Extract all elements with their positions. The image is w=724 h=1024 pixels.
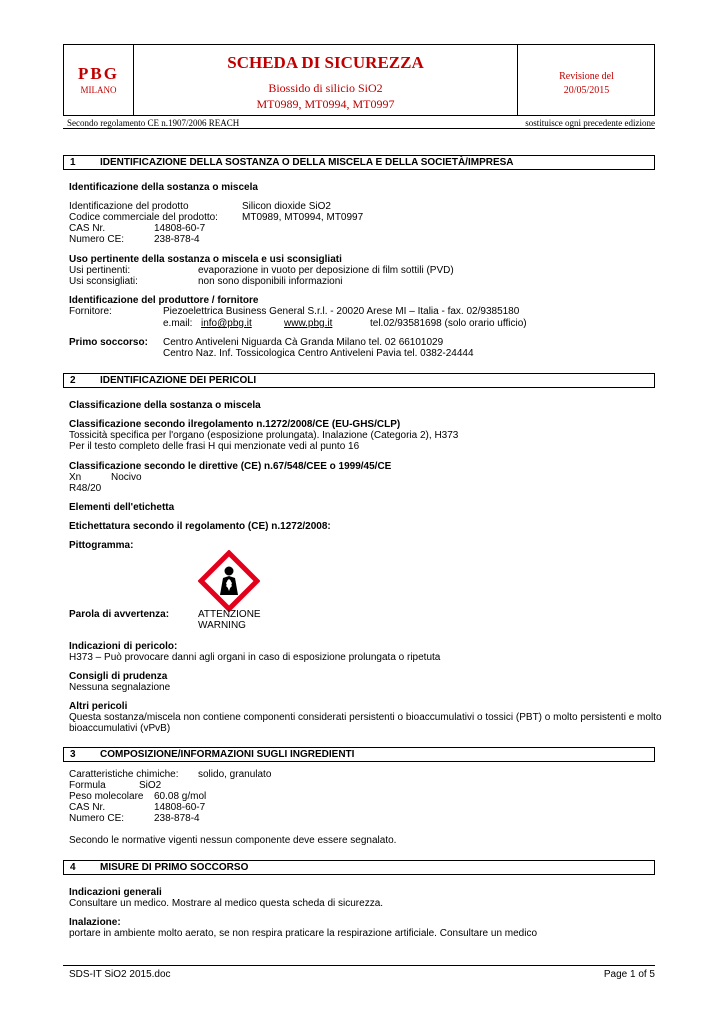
field-label: Parola di avvertenza: — [69, 609, 170, 620]
paragraph: Per il testo completo delle frasi H qui menzionate vedi al punto 16 — [69, 441, 360, 452]
subheading: Consigli di prudenza — [69, 671, 168, 682]
subheading: Pittogramma: — [69, 540, 134, 551]
signal-word: ATTENZIONE — [198, 609, 261, 620]
field-value: Centro Antiveleni Niguarda Cà Granda Milano tel. 02 66101029 — [163, 337, 444, 348]
paragraph: portare in ambiente molto aerato, se non respira praticare la respirazione artificiale. Consultare un medico — [69, 928, 538, 939]
field-label: Codice commerciale del prodotto: — [69, 212, 218, 223]
field-label: Fornitore: — [69, 306, 112, 317]
field-value: SiO2 — [139, 780, 162, 791]
footer-rule — [63, 965, 655, 966]
phone-number: tel.02/93581698 (solo orario ufficio) — [370, 318, 527, 329]
subheading: Identificazione della sostanza o miscela — [69, 182, 258, 193]
document-title: SCHEDA DI SICUREZZA — [227, 53, 424, 72]
subheading: Indicazioni di pericolo: — [69, 641, 178, 652]
section-number: 3 — [70, 749, 76, 760]
field-value: 14808-60-7 — [154, 802, 206, 813]
field-value: Centro Naz. Inf. Tossicologica Centro Antiveleni Pavia tel. 0382-24444 — [163, 348, 474, 359]
subheading: Classificazione della sostanza o miscela — [69, 400, 261, 411]
section-number: 2 — [70, 375, 76, 386]
field-value: MT0989, MT0994, MT0997 — [242, 212, 364, 223]
field-value: Silicon dioxide SiO2 — [242, 201, 331, 212]
field-label: CAS Nr. — [69, 802, 106, 813]
subheading: Etichettatura secondo il regolamento (CE) n.1272/2008: — [69, 521, 331, 532]
health-hazard-pictogram-icon — [198, 550, 260, 612]
company-city: MILANO — [80, 85, 117, 95]
field-label: Primo soccorso: — [69, 337, 148, 348]
field-value: solido, granulato — [198, 769, 272, 780]
field-value: evaporazione in vuoto per deposizione di film sottili (PVD) — [198, 265, 454, 276]
subheading: Indicazioni generali — [69, 887, 162, 898]
revision-label: Revisione del — [559, 71, 614, 82]
field-label: Formula — [69, 780, 106, 791]
paragraph: bioaccumulativi (vPvB) — [69, 723, 171, 734]
subheading: Inalazione: — [69, 917, 121, 928]
field-label: Peso molecolare — [69, 791, 144, 802]
section-title: IDENTIFICAZIONE DELLA SOSTANZA O DELLA MISCELA E DELLA SOCIETÀ/IMPRESA — [100, 157, 514, 168]
replaces-note: sostituisce ogni precedente edizione — [525, 118, 655, 128]
regulation-note: Secondo regolamento CE n.1907/2006 REACH — [67, 118, 240, 128]
subheading: Altri pericoli — [69, 701, 128, 712]
signal-word: WARNING — [198, 620, 246, 631]
field-value: Piezoelettrica Business General S.r.l. - 20020 Arese MI – Italia - fax. 02/9385180 — [163, 306, 520, 317]
subheading: Identificazione del produttore / fornitore — [69, 295, 259, 306]
field-label: Identificazione del prodotto — [69, 201, 189, 212]
field-label: CAS Nr. — [69, 223, 106, 234]
field-label: Numero CE: — [69, 813, 125, 824]
section-2-heading — [63, 373, 655, 388]
document-subtitle: Biossido di silicio SiO2 — [268, 81, 383, 95]
subheading: Classificazione secondo le direttive (CE) n.67/548/CEE o 1999/45/CE — [69, 461, 392, 472]
website-link[interactable]: www.pbg.it — [284, 318, 333, 329]
field-value: 14808-60-7 — [154, 223, 206, 234]
revision-date: 20/05/2015 — [563, 85, 610, 96]
section-title: IDENTIFICAZIONE DEI PERICOLI — [100, 375, 257, 386]
company-logo: PBG — [78, 64, 119, 83]
section-4-heading — [63, 860, 655, 875]
field-label: Usi pertinenti: — [69, 265, 131, 276]
paragraph: Secondo le normative vigenti nessun componente deve essere segnalato. — [69, 835, 397, 846]
paragraph: H373 – Può provocare danni agli organi in caso di esposizione prolungata o ripetuta — [69, 652, 441, 663]
footer-filename: SDS-IT SiO2 2015.doc — [69, 969, 171, 980]
header-rule — [63, 128, 655, 129]
section-3-heading — [63, 747, 655, 762]
hazard-class: Nocivo — [111, 472, 142, 483]
subheading: Classificazione secondo ilregolamento n.1272/2008/CE (EU-GHS/CLP) — [69, 419, 401, 430]
email-link[interactable]: info@pbg.it — [201, 318, 252, 329]
section-title: MISURE DI PRIMO SOCCORSO — [100, 862, 249, 873]
product-codes: MT0989, MT0994, MT0997 — [256, 97, 395, 111]
footer-page-number: Page 1 of 5 — [603, 969, 655, 980]
subheading: Elementi dell'etichetta — [69, 502, 175, 513]
paragraph: Tossicità specifica per l'organo (esposizione prolungata). Inalazione (Categoria 2), H373 — [69, 430, 459, 441]
field-value: 238-878-4 — [154, 813, 200, 824]
paragraph: Consultare un medico. Mostrare al medico questa scheda di sicurezza. — [69, 898, 384, 909]
paragraph: Questa sostanza/miscela non contiene componenti considerati persistenti o bioaccumulativi o tossici (PBT) o molto persistenti e molto — [69, 712, 662, 723]
field-label: Numero CE: — [69, 234, 125, 245]
risk-phrase: R48/20 — [69, 483, 102, 494]
field-label: Usi sconsigliati: — [69, 276, 138, 287]
section-number: 1 — [70, 157, 76, 168]
paragraph: Nessuna segnalazione — [69, 682, 171, 693]
field-value: 238-878-4 — [154, 234, 200, 245]
hazard-symbol: Xn — [69, 472, 82, 483]
field-label: e.mail: — [163, 318, 193, 329]
field-value: non sono disponibili informazioni — [198, 276, 343, 287]
subheading: Uso pertinente della sostanza o miscela e usi sconsigliati — [69, 254, 342, 265]
section-1-heading — [63, 155, 655, 170]
section-number: 4 — [70, 862, 76, 873]
field-value: 60.08 g/mol — [154, 791, 207, 802]
section-title: COMPOSIZIONE/INFORMAZIONI SUGLI INGREDIENTI — [100, 749, 355, 760]
field-label: Caratteristiche chimiche: — [69, 769, 179, 780]
